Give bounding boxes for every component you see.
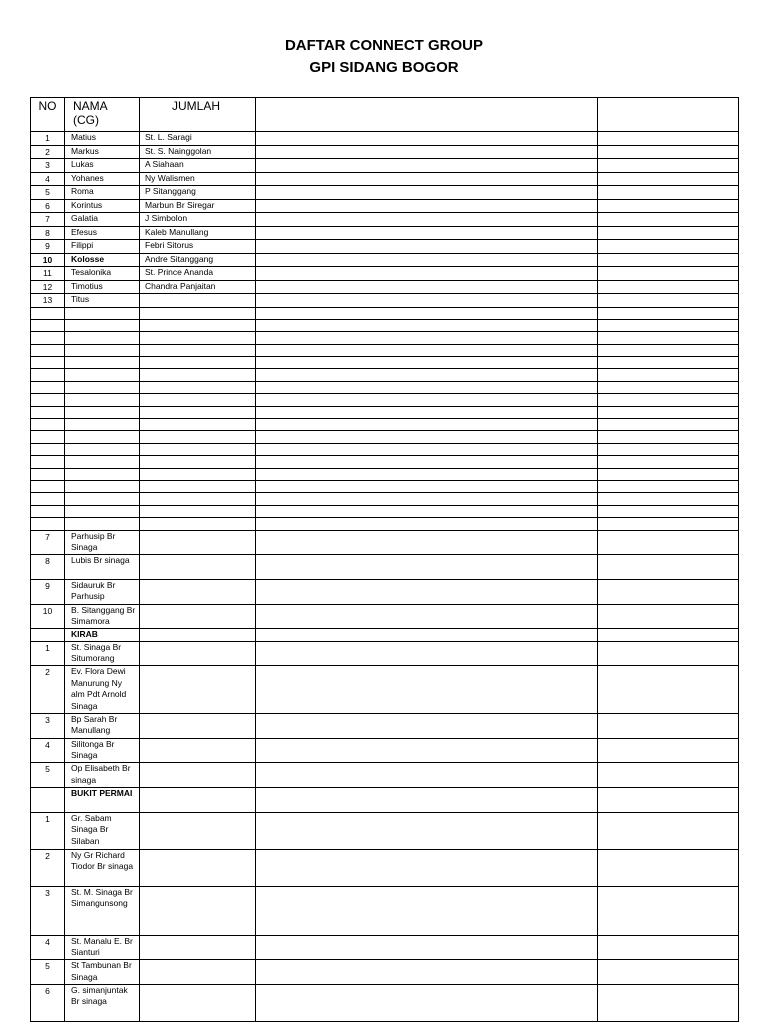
row-jumlah xyxy=(140,307,256,319)
table-row xyxy=(31,849,739,886)
row-no: 1 xyxy=(31,641,65,666)
row-blank-1 xyxy=(256,419,598,431)
row-jumlah: Kaleb Manullang xyxy=(140,226,256,240)
row-no: 7 xyxy=(31,213,65,227)
row-blank-1 xyxy=(256,307,598,319)
table-row xyxy=(31,369,739,381)
row-nama xyxy=(65,518,140,530)
row-no xyxy=(31,419,65,431)
row-blank-1 xyxy=(256,604,598,629)
row-no: 4 xyxy=(31,935,65,960)
row-blank-2 xyxy=(598,480,739,492)
row-blank-1 xyxy=(256,641,598,666)
row-blank-1 xyxy=(256,253,598,267)
row-blank-1 xyxy=(256,186,598,200)
row-nama: Yohanes xyxy=(65,172,140,186)
row-no: 9 xyxy=(31,579,65,604)
row-blank-2 xyxy=(598,394,739,406)
row-nama: Silitonga Br Sinaga xyxy=(65,738,140,763)
row-blank-2 xyxy=(598,369,739,381)
row-jumlah xyxy=(140,431,256,443)
row-nama: St. Sinaga Br Situmorang xyxy=(65,641,140,666)
row-no xyxy=(31,394,65,406)
row-nama: Parhusip Br Sinaga xyxy=(65,530,140,555)
row-nama xyxy=(65,369,140,381)
header-nama: NAMA (CG) xyxy=(65,98,140,132)
row-blank-2 xyxy=(598,518,739,530)
row-no xyxy=(31,431,65,443)
row-blank-1 xyxy=(256,849,598,886)
row-blank-1 xyxy=(256,294,598,308)
table-row xyxy=(31,788,739,813)
table-row xyxy=(31,280,739,294)
table-row xyxy=(31,419,739,431)
row-blank-1 xyxy=(256,666,598,714)
row-blank-2 xyxy=(598,505,739,517)
row-blank-2 xyxy=(598,406,739,418)
row-blank-2 xyxy=(598,443,739,455)
row-blank-1 xyxy=(256,629,598,642)
table-row xyxy=(31,199,739,213)
document-subtitle: GPI SIDANG BOGOR xyxy=(309,59,459,76)
row-blank-1 xyxy=(256,812,598,849)
table-row xyxy=(31,145,739,159)
row-blank-1 xyxy=(256,579,598,604)
row-blank-2 xyxy=(598,357,739,369)
row-blank-2 xyxy=(598,419,739,431)
table-row xyxy=(31,319,739,331)
row-nama: St. M. Sinaga Br Simangunsong xyxy=(65,886,140,935)
row-no: 8 xyxy=(31,226,65,240)
row-blank-1 xyxy=(256,267,598,281)
table-row xyxy=(31,394,739,406)
row-no: 13 xyxy=(31,294,65,308)
row-blank-2 xyxy=(598,344,739,356)
row-no xyxy=(31,493,65,505)
row-nama xyxy=(65,443,140,455)
table-row xyxy=(31,240,739,254)
row-no xyxy=(31,369,65,381)
table-body xyxy=(31,98,739,1022)
table-row xyxy=(31,480,739,492)
row-no: 4 xyxy=(31,738,65,763)
row-blank-1 xyxy=(256,280,598,294)
row-blank-1 xyxy=(256,394,598,406)
connect-group-table xyxy=(30,97,739,1022)
row-no xyxy=(31,629,65,642)
table-row xyxy=(31,629,739,642)
row-jumlah xyxy=(140,984,256,1021)
row-nama xyxy=(65,332,140,344)
row-nama: Lubis Br sinaga xyxy=(65,555,140,580)
table-row xyxy=(31,505,739,517)
row-blank-2 xyxy=(598,381,739,393)
header-blank-2 xyxy=(598,98,739,132)
row-no: 5 xyxy=(31,960,65,985)
row-blank-1 xyxy=(256,505,598,517)
row-blank-2 xyxy=(598,332,739,344)
row-blank-1 xyxy=(256,132,598,146)
row-blank-2 xyxy=(598,213,739,227)
row-no xyxy=(31,443,65,455)
table-row xyxy=(31,213,739,227)
row-jumlah xyxy=(140,555,256,580)
row-no: 11 xyxy=(31,267,65,281)
row-no xyxy=(31,344,65,356)
row-jumlah: J Simbolon xyxy=(140,213,256,227)
row-no: 2 xyxy=(31,849,65,886)
row-jumlah: A Siahaan xyxy=(140,159,256,173)
row-blank-1 xyxy=(256,319,598,331)
row-no: 10 xyxy=(31,253,65,267)
row-jumlah: St. S. Nainggolan xyxy=(140,145,256,159)
row-jumlah: Marbun Br Siregar xyxy=(140,199,256,213)
row-jumlah xyxy=(140,443,256,455)
row-jumlah xyxy=(140,738,256,763)
row-nama: Markus xyxy=(65,145,140,159)
row-blank-1 xyxy=(256,763,598,788)
row-blank-1 xyxy=(256,344,598,356)
row-nama: Efesus xyxy=(65,226,140,240)
row-blank-2 xyxy=(598,579,739,604)
row-blank-2 xyxy=(598,604,739,629)
row-nama xyxy=(65,319,140,331)
table-row xyxy=(31,132,739,146)
row-jumlah xyxy=(140,332,256,344)
row-blank-2 xyxy=(598,456,739,468)
row-nama: Bp Sarah Br Manullang xyxy=(65,713,140,738)
row-nama: Tesalonika xyxy=(65,267,140,281)
row-jumlah xyxy=(140,357,256,369)
table-row xyxy=(31,468,739,480)
row-no: 8 xyxy=(31,555,65,580)
row-blank-1 xyxy=(256,935,598,960)
row-blank-1 xyxy=(256,213,598,227)
row-nama: Lukas xyxy=(65,159,140,173)
row-nama: Matius xyxy=(65,132,140,146)
row-blank-1 xyxy=(256,240,598,254)
table-row xyxy=(31,307,739,319)
row-blank-1 xyxy=(256,332,598,344)
table-row xyxy=(31,984,739,1021)
row-jumlah xyxy=(140,763,256,788)
row-nama: B. Sitanggang Br Simamora xyxy=(65,604,140,629)
row-jumlah: Ny Walismen xyxy=(140,172,256,186)
row-nama xyxy=(65,357,140,369)
row-nama: St. Manalu E. Br Sianturi xyxy=(65,935,140,960)
table-row xyxy=(31,641,739,666)
row-nama: BUKIT PERMAI xyxy=(65,788,140,813)
row-no: 5 xyxy=(31,763,65,788)
row-jumlah xyxy=(140,419,256,431)
row-blank-2 xyxy=(598,812,739,849)
row-blank-2 xyxy=(598,240,739,254)
row-blank-2 xyxy=(598,319,739,331)
row-jumlah xyxy=(140,456,256,468)
row-blank-2 xyxy=(598,788,739,813)
row-blank-1 xyxy=(256,159,598,173)
row-blank-2 xyxy=(598,555,739,580)
row-blank-1 xyxy=(256,172,598,186)
row-jumlah xyxy=(140,518,256,530)
row-no xyxy=(31,505,65,517)
row-blank-2 xyxy=(598,431,739,443)
row-blank-2 xyxy=(598,186,739,200)
row-jumlah xyxy=(140,935,256,960)
row-blank-2 xyxy=(598,530,739,555)
row-no: 1 xyxy=(31,132,65,146)
row-no xyxy=(31,788,65,813)
row-nama: Ny Gr Richard Tiodor Br sinaga xyxy=(65,849,140,886)
table-row xyxy=(31,666,739,714)
header-no: NO xyxy=(31,98,65,132)
row-nama: Ev. Flora Dewi Manurung Ny alm Pdt Arnold Sinaga xyxy=(65,666,140,714)
table-row xyxy=(31,159,739,173)
row-blank-1 xyxy=(256,960,598,985)
row-nama xyxy=(65,431,140,443)
row-jumlah xyxy=(140,629,256,642)
row-no xyxy=(31,518,65,530)
table-row xyxy=(31,812,739,849)
row-blank-1 xyxy=(256,886,598,935)
row-blank-1 xyxy=(256,443,598,455)
row-blank-1 xyxy=(256,431,598,443)
row-blank-1 xyxy=(256,738,598,763)
row-blank-1 xyxy=(256,357,598,369)
row-jumlah xyxy=(140,480,256,492)
row-nama: KIRAB xyxy=(65,629,140,642)
row-jumlah xyxy=(140,319,256,331)
row-nama: Titus xyxy=(65,294,140,308)
row-nama: Sidauruk Br Parhusip xyxy=(65,579,140,604)
row-blank-2 xyxy=(598,132,739,146)
row-blank-2 xyxy=(598,713,739,738)
row-blank-2 xyxy=(598,738,739,763)
table-row xyxy=(31,604,739,629)
row-jumlah xyxy=(140,788,256,813)
row-blank-2 xyxy=(598,267,739,281)
table-row xyxy=(31,253,739,267)
row-jumlah: Febri Sitorus xyxy=(140,240,256,254)
row-no xyxy=(31,468,65,480)
row-jumlah xyxy=(140,381,256,393)
table-row xyxy=(31,555,739,580)
row-blank-2 xyxy=(598,641,739,666)
row-no: 2 xyxy=(31,666,65,714)
row-blank-2 xyxy=(598,145,739,159)
table-row xyxy=(31,713,739,738)
row-blank-1 xyxy=(256,788,598,813)
header-blank-1 xyxy=(256,98,598,132)
row-no xyxy=(31,480,65,492)
row-no xyxy=(31,456,65,468)
row-blank-1 xyxy=(256,518,598,530)
document-title: DAFTAR CONNECT GROUP xyxy=(284,37,484,54)
row-blank-2 xyxy=(598,253,739,267)
row-blank-1 xyxy=(256,406,598,418)
row-jumlah xyxy=(140,641,256,666)
row-blank-1 xyxy=(256,145,598,159)
row-blank-2 xyxy=(598,960,739,985)
row-nama: Gr. Sabam Sinaga Br Silaban xyxy=(65,812,140,849)
row-no xyxy=(31,332,65,344)
row-no: 4 xyxy=(31,172,65,186)
row-nama: St Tambunan Br Sinaga xyxy=(65,960,140,985)
row-nama: Op Elisabeth Br sinaga xyxy=(65,763,140,788)
row-blank-1 xyxy=(256,468,598,480)
row-nama xyxy=(65,505,140,517)
row-jumlah xyxy=(140,344,256,356)
row-no xyxy=(31,319,65,331)
table-row xyxy=(31,935,739,960)
table-row xyxy=(31,518,739,530)
table-row xyxy=(31,332,739,344)
row-blank-2 xyxy=(598,159,739,173)
row-nama xyxy=(65,394,140,406)
row-nama: Korintus xyxy=(65,199,140,213)
row-nama: Galatia xyxy=(65,213,140,227)
row-nama: G. simanjuntak Br sinaga xyxy=(65,984,140,1021)
row-no xyxy=(31,307,65,319)
row-nama: Timotius xyxy=(65,280,140,294)
row-jumlah: St. Prince Ananda xyxy=(140,267,256,281)
row-no: 6 xyxy=(31,984,65,1021)
row-no xyxy=(31,381,65,393)
row-nama xyxy=(65,381,140,393)
row-no: 3 xyxy=(31,713,65,738)
header-jumlah: JUMLAH xyxy=(140,98,256,132)
table-row xyxy=(31,960,739,985)
table-row xyxy=(31,456,739,468)
row-blank-1 xyxy=(256,381,598,393)
row-no: 12 xyxy=(31,280,65,294)
row-blank-2 xyxy=(598,849,739,886)
row-blank-2 xyxy=(598,763,739,788)
row-no: 10 xyxy=(31,604,65,629)
row-blank-1 xyxy=(256,456,598,468)
row-jumlah xyxy=(140,666,256,714)
row-blank-2 xyxy=(598,172,739,186)
row-jumlah xyxy=(140,530,256,555)
row-blank-2 xyxy=(598,226,739,240)
table-row xyxy=(31,226,739,240)
row-blank-1 xyxy=(256,555,598,580)
table-row xyxy=(31,267,739,281)
row-jumlah: Andre Sitanggang xyxy=(140,253,256,267)
row-jumlah xyxy=(140,468,256,480)
table-row xyxy=(31,530,739,555)
row-nama: Kolosse xyxy=(65,253,140,267)
row-blank-1 xyxy=(256,226,598,240)
row-blank-2 xyxy=(598,666,739,714)
table-row xyxy=(31,294,739,308)
row-jumlah xyxy=(140,369,256,381)
row-blank-2 xyxy=(598,199,739,213)
row-jumlah xyxy=(140,505,256,517)
row-no: 9 xyxy=(31,240,65,254)
row-nama xyxy=(65,456,140,468)
row-blank-2 xyxy=(598,935,739,960)
row-no: 2 xyxy=(31,145,65,159)
row-jumlah xyxy=(140,394,256,406)
table-row xyxy=(31,344,739,356)
row-blank-2 xyxy=(598,468,739,480)
row-nama xyxy=(65,493,140,505)
row-no: 7 xyxy=(31,530,65,555)
row-blank-1 xyxy=(256,493,598,505)
row-jumlah xyxy=(140,960,256,985)
row-no: 3 xyxy=(31,886,65,935)
row-jumlah xyxy=(140,604,256,629)
table-row xyxy=(31,738,739,763)
table-row xyxy=(31,493,739,505)
table-header-row xyxy=(31,98,739,132)
row-jumlah: St. L. Saragi xyxy=(140,132,256,146)
row-jumlah xyxy=(140,713,256,738)
row-blank-2 xyxy=(598,984,739,1021)
table-row xyxy=(31,186,739,200)
row-no: 6 xyxy=(31,199,65,213)
row-nama xyxy=(65,307,140,319)
table-row xyxy=(31,579,739,604)
row-no xyxy=(31,357,65,369)
row-nama xyxy=(65,419,140,431)
row-blank-2 xyxy=(598,886,739,935)
row-jumlah xyxy=(140,849,256,886)
row-no: 1 xyxy=(31,812,65,849)
row-blank-1 xyxy=(256,530,598,555)
row-blank-1 xyxy=(256,984,598,1021)
row-blank-1 xyxy=(256,199,598,213)
row-blank-1 xyxy=(256,713,598,738)
table-row xyxy=(31,357,739,369)
row-blank-2 xyxy=(598,493,739,505)
row-jumlah xyxy=(140,406,256,418)
row-jumlah: Chandra Panjaitan xyxy=(140,280,256,294)
row-blank-2 xyxy=(598,294,739,308)
table-row xyxy=(31,381,739,393)
table-row xyxy=(31,172,739,186)
row-jumlah xyxy=(140,812,256,849)
row-blank-2 xyxy=(598,280,739,294)
row-jumlah xyxy=(140,579,256,604)
table-row xyxy=(31,431,739,443)
row-jumlah xyxy=(140,493,256,505)
row-jumlah xyxy=(140,294,256,308)
row-no: 3 xyxy=(31,159,65,173)
row-blank-1 xyxy=(256,369,598,381)
row-nama xyxy=(65,468,140,480)
table-row xyxy=(31,443,739,455)
row-nama: Filippi xyxy=(65,240,140,254)
row-no xyxy=(31,406,65,418)
row-blank-2 xyxy=(598,629,739,642)
row-blank-2 xyxy=(598,307,739,319)
row-nama xyxy=(65,344,140,356)
table-row xyxy=(31,406,739,418)
row-jumlah xyxy=(140,886,256,935)
row-jumlah: P Sitanggang xyxy=(140,186,256,200)
row-nama xyxy=(65,480,140,492)
row-no: 5 xyxy=(31,186,65,200)
table-row xyxy=(31,886,739,935)
row-blank-1 xyxy=(256,480,598,492)
row-nama xyxy=(65,406,140,418)
table-row xyxy=(31,763,739,788)
row-nama: Roma xyxy=(65,186,140,200)
